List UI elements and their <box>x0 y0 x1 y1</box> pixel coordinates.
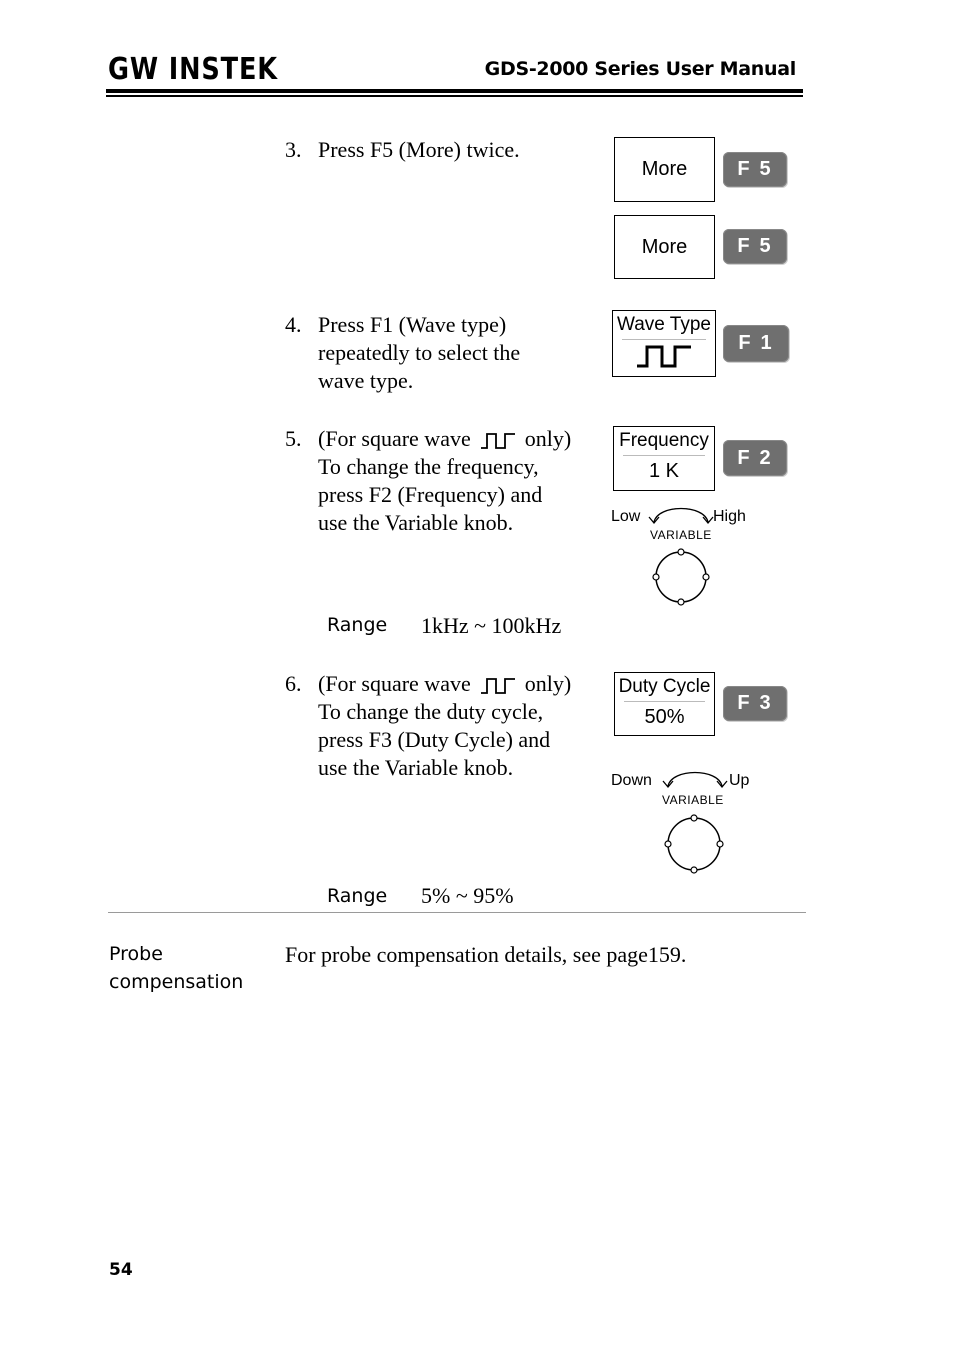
gw-instek-logo <box>108 52 280 87</box>
header-rule-thin <box>106 95 803 97</box>
variable-knob-icon[interactable] <box>665 815 723 873</box>
range-label: Range <box>327 614 388 636</box>
f3-button[interactable]: F3 <box>723 686 787 721</box>
variable-caption: VARIABLE <box>662 793 724 807</box>
step-5 <box>285 425 605 539</box>
knob-high-label: High <box>713 508 746 525</box>
rotate-arrow-icon <box>660 764 730 792</box>
softkey-title: Duty Cycle <box>618 676 711 697</box>
softkey-title: Wave Type <box>617 314 711 335</box>
step-text: (For square wave <box>318 426 471 451</box>
step-text: wave type. <box>318 368 414 393</box>
f5-button-1[interactable]: F5 <box>723 152 787 187</box>
f5-button-2[interactable]: F5 <box>723 229 787 264</box>
frequency-softkey[interactable] <box>613 426 715 491</box>
softkey-value: 1 K <box>648 460 680 482</box>
softkey-value: 50% <box>644 706 685 728</box>
section-divider <box>108 912 806 913</box>
knob-low-label: Low <box>611 508 641 525</box>
step-text: Press F1 (Wave type) <box>318 312 507 337</box>
step-text: (For square wave <box>318 671 471 696</box>
range-value: 5% ~ 95% <box>421 883 514 908</box>
step-text: only) <box>524 426 572 451</box>
softkey-title: Frequency <box>619 430 709 451</box>
step-number: 4. <box>285 312 302 337</box>
page-number: 54 <box>109 1260 133 1280</box>
square-wave-icon <box>635 344 693 368</box>
probe-compensation-text: For probe compensation details, see page159. <box>285 942 687 967</box>
step-text: Press F5 (More) twice. <box>318 137 520 162</box>
side-label-line: Probe <box>109 943 163 965</box>
step-text: To change the duty cycle, <box>318 699 544 724</box>
more-softkey-2[interactable]: More <box>614 215 715 279</box>
header-rule <box>106 89 803 93</box>
step-text: press F2 (Frequency) and <box>318 482 543 507</box>
step-number: 6. <box>285 671 302 696</box>
step-4 <box>285 311 585 397</box>
step-text: repeatedly to select the <box>318 340 521 365</box>
step-number: 5. <box>285 426 302 451</box>
square-wave-icon <box>481 677 515 695</box>
step-number: 3. <box>285 137 302 162</box>
step-text: press F3 (Duty Cycle) and <box>318 727 551 752</box>
knob-up-label: Up <box>729 772 750 789</box>
step-3 <box>285 136 585 166</box>
svg-text:GW INSTEK: GW INSTEK <box>108 52 279 87</box>
step-text: only) <box>524 671 572 696</box>
step-6 <box>285 670 605 784</box>
duty-cycle-softkey[interactable] <box>614 672 715 736</box>
step-text: use the Variable knob. <box>318 510 514 535</box>
softkey-separator <box>623 455 705 456</box>
f2-button[interactable]: F2 <box>723 440 787 476</box>
variable-caption: VARIABLE <box>650 528 712 542</box>
probe-compensation-label <box>109 940 243 996</box>
wave-type-softkey[interactable] <box>612 310 716 377</box>
knob-down-label: Down <box>611 772 652 789</box>
side-label-line: compensation <box>109 971 244 993</box>
rotate-arrow-icon <box>646 500 716 528</box>
f1-button[interactable]: F1 <box>723 325 789 362</box>
more-softkey-1[interactable]: More <box>614 137 715 202</box>
step-text: To change the frequency, <box>318 454 539 479</box>
variable-knob-icon[interactable] <box>653 549 709 605</box>
range-label: Range <box>327 885 388 907</box>
softkey-separator <box>622 339 706 340</box>
manual-title: GDS-2000 Series User Manual <box>484 58 796 80</box>
step-text: use the Variable knob. <box>318 755 514 780</box>
range-value: 1kHz ~ 100kHz <box>421 613 562 638</box>
softkey-separator <box>624 701 705 702</box>
square-wave-icon <box>481 432 515 450</box>
